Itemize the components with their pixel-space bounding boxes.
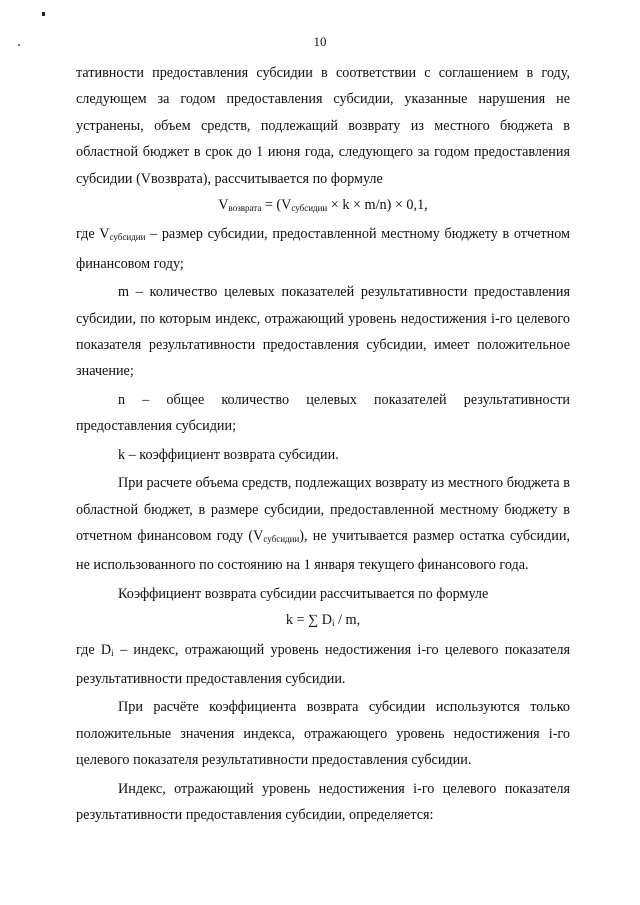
- paragraph-definition-d: где $D_i$ – индекс, отражающий уровень недостижения i-го целевого показателя результативности предоставления субсидии.: [76, 641, 571, 687]
- paragraph-positive-values: При расчёте коэффициента возврата субсидии используются только положительные значения индекса, отражающего уровень недостижения i-го целевого показателя результативности предоставления субсидии.: [76, 699, 570, 769]
- paragraph-definition-k: k – коэффициент возврата субсидии.: [118, 446, 339, 463]
- paragraph-definition-n: n – общее количество целевых показателей результативности предоставления субсидии;: [76, 391, 570, 435]
- paragraph-index-definition: Индекс, отражающий уровень недостижения i-го целевого показателя результативности предоставления субсидии, определяется:: [76, 780, 570, 823]
- document-body: [76, 60, 570, 828]
- scan-mark: [42, 12, 45, 16]
- paragraph-definition-m: m – количество целевых показателей результативности предоставления субсидии, по которым индекс, отражающий уровень недостижения i-го целевого показателя результативности предоставления субсидии, имеет положительное значение;: [76, 284, 570, 380]
- paragraph-coefficient-intro: Коэффициент возврата субсидии рассчитывается по формуле: [118, 585, 489, 602]
- paragraph-calculation-note: При расчете объема средств, подлежащих возврату из местного бюджета в областной бюджет, в размере субсидии, предоставленной местному бюджету в отчетном финансовом году $(V_{субсидии})$, не учитывается размер остатка субсидии, не использованного по состоянию на 1 января текущего финансового года.: [76, 475, 570, 574]
- paragraph-definition-v: где $V_{субсидии}$ – размер субсидии, предоставленной местному бюджету в отчетном финансовом году;: [76, 226, 570, 272]
- formula-coefficient: k = ∑ $D_i$ / m,: [285, 612, 361, 629]
- page-number: 10: [313, 34, 327, 49]
- paragraph: тативности предоставления субсидии в соответствии с соглашением в году, следующем за годом предоставления субсидии, указанные нарушения не устранены, объем средств, подлежащий возврату из местного бюджета в областной бюджет в срок до 1 июня года, следующего за годом предоставления субсидии (Vвозврата), рассчитывается по формуле: [76, 65, 570, 187]
- formula-return-volume: $V_{возврата} = (V_{субсидии} \times k \times m/n) \times 0,1$,: [218, 197, 428, 214]
